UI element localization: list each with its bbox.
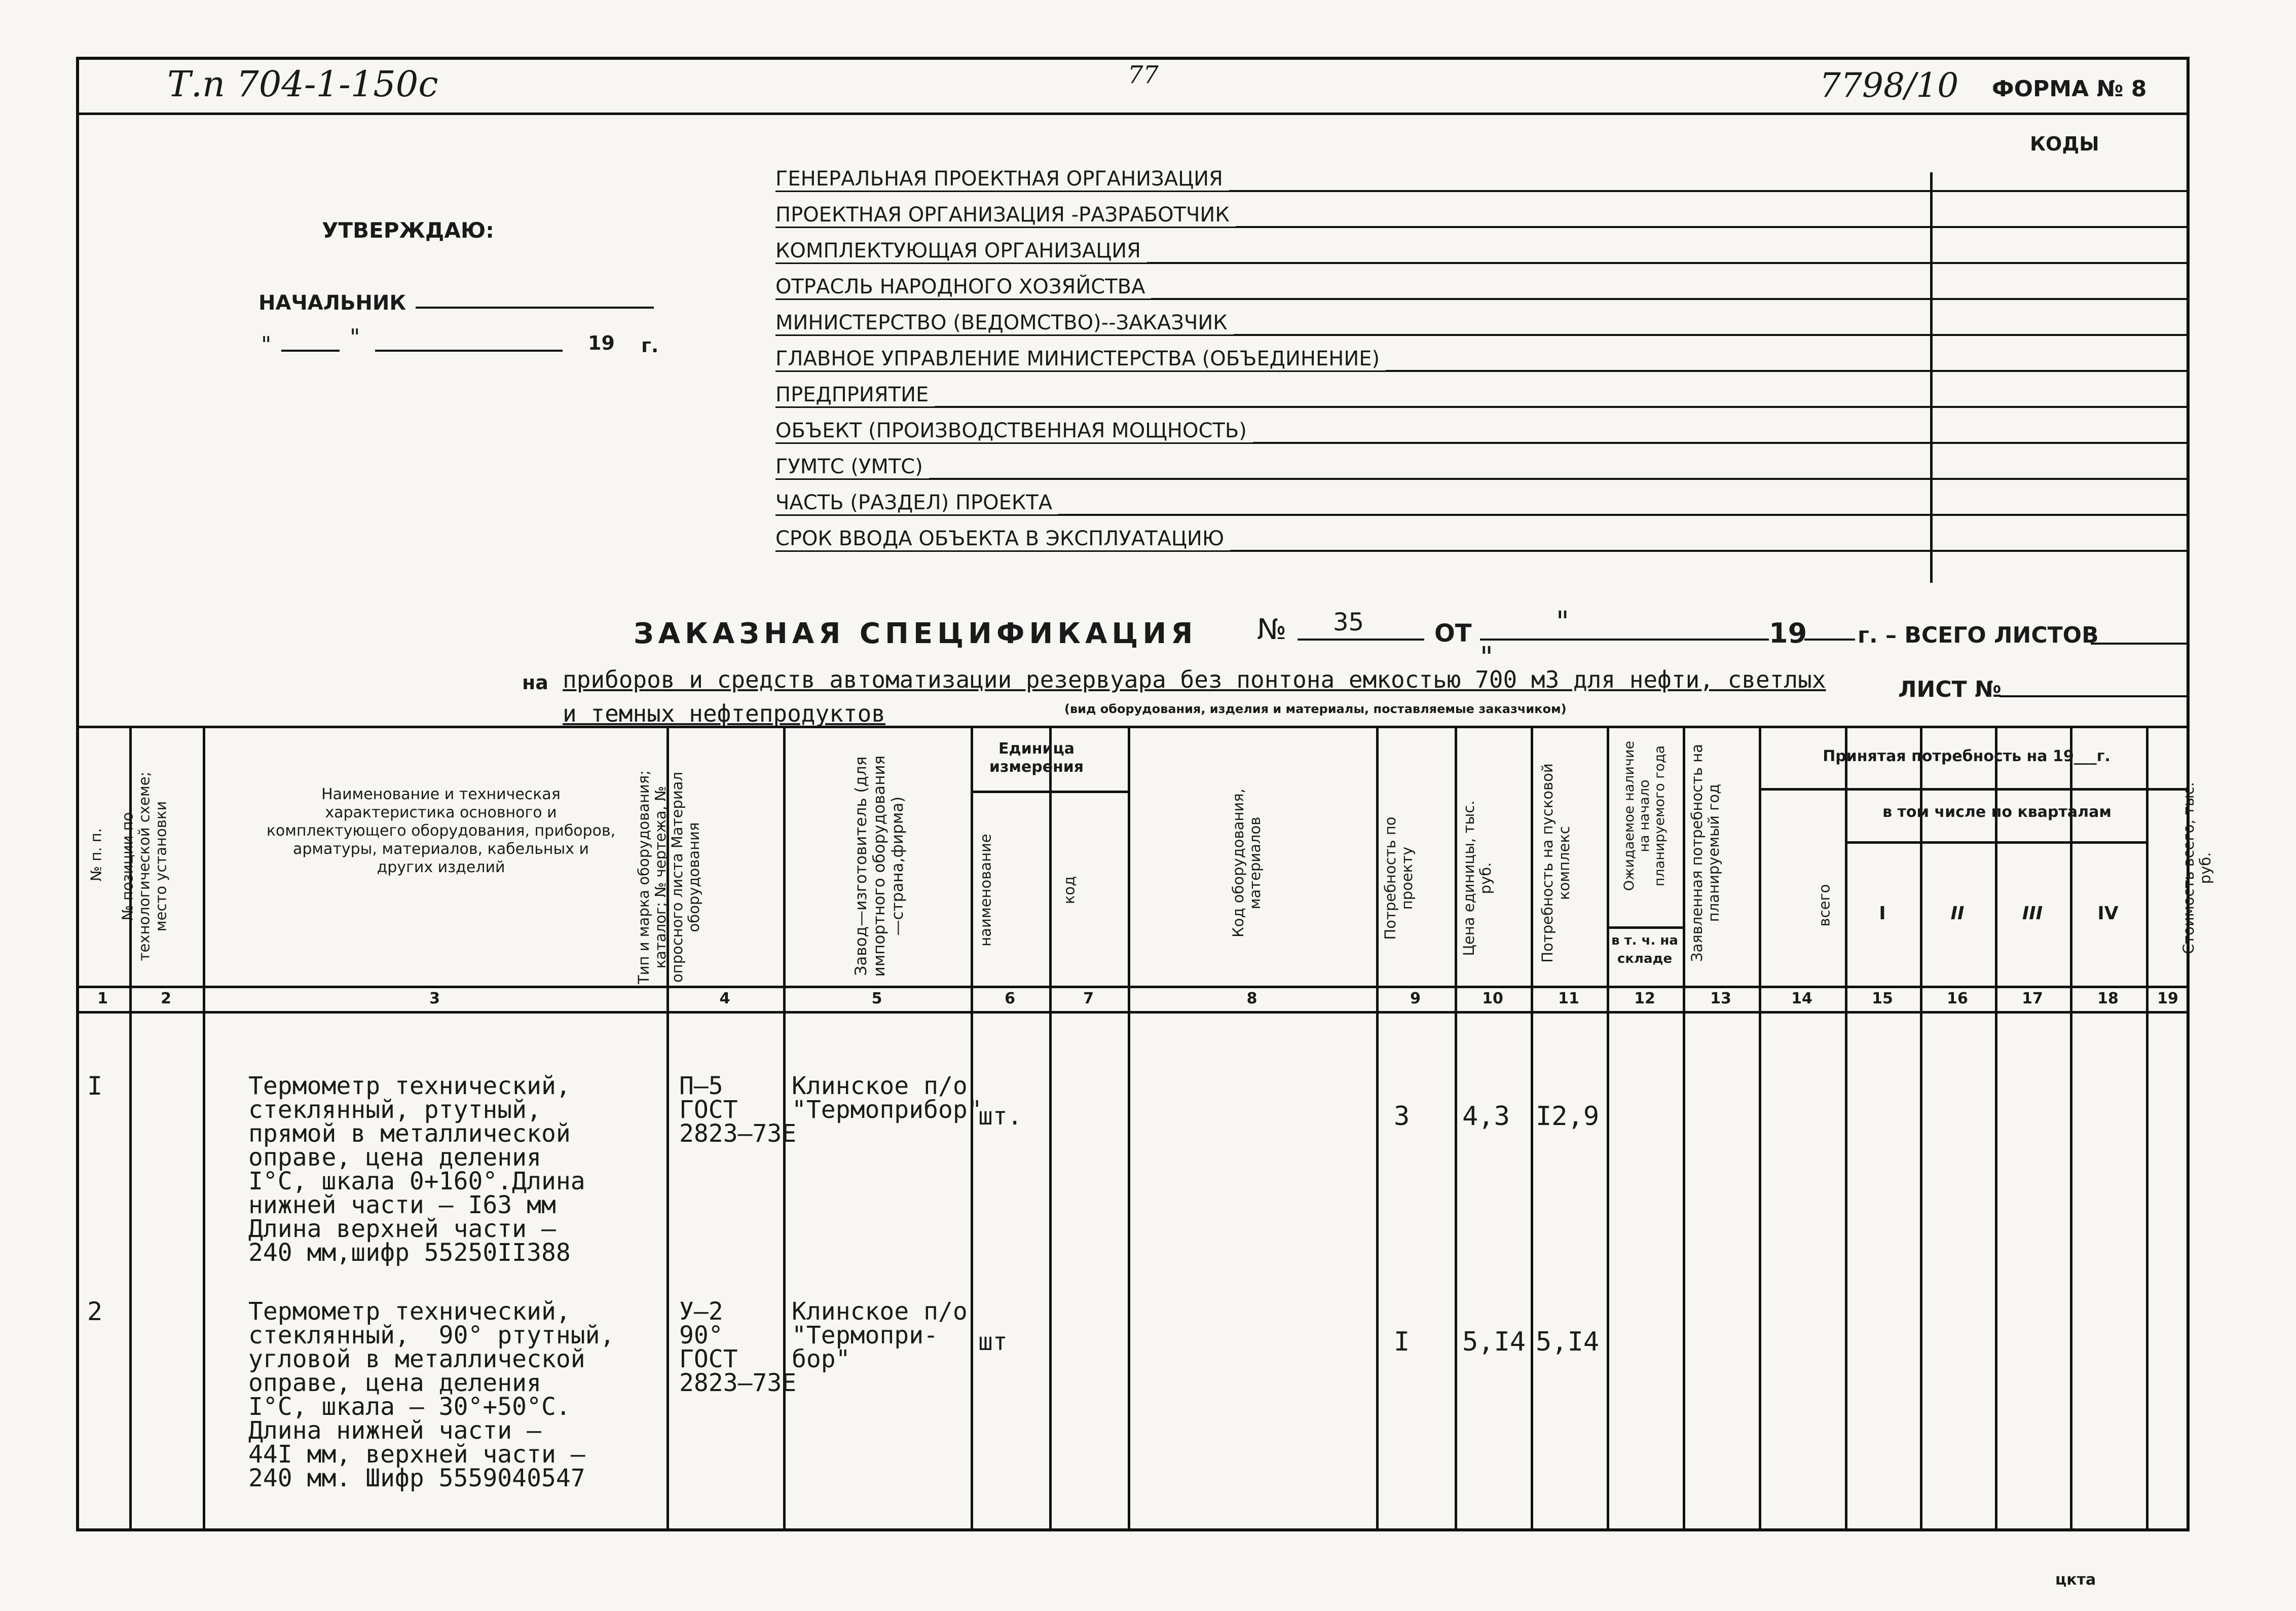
header-q4: IV <box>2097 903 2119 924</box>
org-field-line <box>775 478 2190 480</box>
table-column-line <box>1531 726 1533 1531</box>
stock-divider <box>1607 926 1683 929</box>
org-field-label: ГЛАВНОЕ УПРАВЛЕНИЕ МИНИСТЕРСТВА (ОБЪЕДИНЕНИЕ) <box>775 347 1386 370</box>
header-unit-name: наименование <box>977 834 994 947</box>
column-number: 5 <box>871 990 882 1007</box>
header-accepted-group: Принятая потребность на 19___г. <box>1823 747 2110 765</box>
spec-on-label: на <box>522 671 548 694</box>
table-column-line <box>1376 726 1379 1531</box>
spec-title: ЗАКАЗНАЯ СПЕЦИФИКАЦИЯ <box>634 617 1198 650</box>
table-column-line <box>971 726 973 1531</box>
header-launch-need: Потребность на пусковой комплекс <box>1539 763 1573 963</box>
org-field-label: ЧАСТЬ (РАЗДЕЛ) ПРОЕКТА <box>775 491 1058 514</box>
spec-subject-line1: приборов и средств автоматизации резервуара без понтона емкостью 700 м3 для нефти, светлых <box>563 666 1826 693</box>
column-number: 3 <box>429 990 440 1007</box>
row-launch-qty: 5,I4 <box>1536 1327 1600 1357</box>
chief-signature-line <box>416 307 654 309</box>
table-column-line <box>203 726 205 1531</box>
column-number: 2 <box>161 990 171 1007</box>
column-number: 16 <box>1947 990 1968 1007</box>
column-number: 6 <box>1005 990 1015 1007</box>
column-number: 13 <box>1710 990 1731 1007</box>
spec-number-line <box>1298 639 1424 641</box>
column-number: 4 <box>719 990 730 1007</box>
table-colnum-bottom <box>76 1011 2190 1014</box>
column-number: 19 <box>2157 990 2178 1007</box>
date-quote: " <box>261 332 272 358</box>
header-description: Наименование и техническая характеристика основного и комплектующего оборудования, приборов, арматуры, материалов, кабельных и других изделий <box>266 785 616 876</box>
table-column-line <box>1759 726 1761 1531</box>
row-unit: шт <box>978 1328 1008 1356</box>
spec-number: 35 <box>1333 608 1364 636</box>
header-stock: в т. ч. на складе <box>1611 933 1678 966</box>
org-field-label: ГЕНЕРАЛЬНАЯ ПРОЕКТНАЯ ОРГАНИЗАЦИЯ <box>775 167 1229 191</box>
chief-label: НАЧАЛЬНИК <box>258 291 406 315</box>
quarter-line <box>2070 841 2072 1531</box>
org-field-label: ПРОЕКТНАЯ ОРГАНИЗАЦИЯ -РАЗРАБОТЧИК <box>775 203 1236 227</box>
date-month-line <box>375 350 563 352</box>
spec-year: 19 <box>1769 617 1807 649</box>
row-type: У–2 90° ГОСТ 2823–73Е <box>679 1297 797 1397</box>
table-colnum-top <box>76 986 2190 988</box>
table-column-line <box>2146 726 2149 1531</box>
table-column-line <box>1128 726 1130 1531</box>
column-number: 18 <box>2097 990 2119 1007</box>
column-number: 12 <box>1634 990 1655 1007</box>
org-field-label: КОМПЛЕКТУЮЩАЯ ОРГАНИЗАЦИЯ <box>775 239 1147 263</box>
codes-label: КОДЫ <box>2030 133 2099 155</box>
header-unit-price: Цена единицы, тыс. руб. <box>1460 800 1494 956</box>
approval-year: 19 <box>588 332 615 354</box>
date-day-line <box>281 350 340 352</box>
org-field-label: ОБЪЕКТ (ПРОИЗВОДСТВЕННАЯ МОЩНОСТЬ) <box>775 419 1253 442</box>
row-project-qty: 3 <box>1394 1101 1410 1132</box>
header-project-need: Потребность по проекту <box>1382 816 1416 940</box>
org-field-label: ПРЕДПРИЯТИЕ <box>775 383 935 406</box>
spec-date-quote-2: " <box>1480 641 1493 674</box>
approve-label: УТВЕРЖДАЮ: <box>322 218 494 243</box>
column-number: 17 <box>2022 990 2043 1007</box>
spec-year-suffix: г. – ВСЕГО ЛИСТОВ <box>1858 622 2099 648</box>
column-number: 10 <box>1482 990 1503 1007</box>
row-type: П–5 ГОСТ 2823–73Е <box>679 1072 797 1148</box>
document-code: Т.п 704-1-150с <box>167 63 438 105</box>
table-column-line <box>1920 726 1922 1531</box>
header-divider <box>76 113 2190 115</box>
row-number: I <box>87 1071 103 1101</box>
header-type: Тип и марка оборудования; каталог; № чертежа, № опросного листа Материал оборудования <box>635 770 702 984</box>
table-column-line <box>1845 726 1847 1531</box>
header-maker: Завод—изготовитель (для импортного оборудования —страна,фирма) <box>852 755 907 977</box>
table-column-line <box>1455 726 1457 1531</box>
row-maker: Клинское п/о "Термопри- бор" <box>792 1297 968 1373</box>
unit-group-divider <box>971 791 1128 793</box>
date-quote-close: " <box>350 324 360 350</box>
spec-date-line <box>1480 639 1769 641</box>
row-launch-qty: I2,9 <box>1536 1101 1600 1132</box>
column-number: 14 <box>1791 990 1812 1007</box>
row-maker: Клинское п/о "Термоприбор" <box>792 1072 982 1124</box>
header-row-number: № п. п. <box>87 828 105 881</box>
column-number: 1 <box>97 990 108 1007</box>
sheet-number-line <box>1999 695 2190 697</box>
column-number: 15 <box>1872 990 1893 1007</box>
column-number: 7 <box>1083 990 1094 1007</box>
spec-from-label: ОТ <box>1434 619 1472 648</box>
table-top-border <box>76 726 2190 728</box>
header-equipment-code: Код оборудования, материалов <box>1230 789 1264 938</box>
header-total: всего <box>1816 884 1833 927</box>
header-position: № позиции по технологической схеме; место установки <box>119 771 170 961</box>
form-number: ФОРМА № 8 <box>1992 76 2147 102</box>
header-quarters-group: в том числе по кварталам <box>1882 803 2112 821</box>
column-number: 11 <box>1558 990 1579 1007</box>
footer-stamp: цкта <box>2055 1571 2096 1589</box>
org-field-line <box>775 406 2190 408</box>
header-unit-group: Единица измерения <box>989 740 1084 776</box>
table-column-line <box>1049 726 1052 1531</box>
approval-year-suffix: г. <box>641 334 659 357</box>
header-cost: Стоимость всего, тыс. руб. <box>2180 782 2214 954</box>
table-column-line <box>1995 726 1997 1531</box>
header-q3: III <box>2022 903 2043 924</box>
header-declared: Заявленная потребность на планируемый год <box>1688 744 1722 962</box>
row-number: 2 <box>87 1297 103 1326</box>
org-field-label: СРОК ВВОДА ОБЪЕКТА В ЭКСПЛУАТАЦИЮ <box>775 527 1230 550</box>
column-number: 8 <box>1246 990 1257 1007</box>
spec-date-quote: " <box>1556 606 1569 639</box>
row-unit-price: 5,I4 <box>1462 1327 1526 1357</box>
row-description: Термометр технический, стеклянный, 90° ртутный, угловой в металлической оправе, цена деления I°С, шкала – 30°+50°С. Длина нижней части – 44I мм, верхней части – 240 мм. Шифр 5559040547 <box>248 1297 615 1492</box>
row-unit: шт. <box>978 1102 1022 1131</box>
header-q1: I <box>1879 903 1886 924</box>
accepted-group-divider <box>1759 788 2190 791</box>
org-field-label: МИНИСТЕРСТВО (ВЕДОМСТВО)--ЗАКАЗЧИК <box>775 311 1234 334</box>
column-number: 9 <box>1410 990 1421 1007</box>
row-project-qty: I <box>1394 1327 1410 1357</box>
row-unit-price: 4,3 <box>1462 1101 1510 1132</box>
spec-subject-note: (вид оборудования, изделия и материалы, поставляемые заказчиком) <box>1064 702 1567 716</box>
header-expected: Ожидаемое наличие на начало планируемого года <box>1621 740 1668 891</box>
table-column-line <box>1683 726 1685 1531</box>
inventory-number: 7798/10 <box>1820 66 1959 105</box>
spec-no-label: № <box>1257 613 1287 646</box>
spec-subject-line2: и темных нефтепродуктов <box>563 700 885 727</box>
org-field-label: ГУМТС (УМТС) <box>775 455 929 478</box>
sheet-label: ЛИСТ № <box>1898 677 2002 702</box>
spec-year-line <box>1804 639 1855 641</box>
page-mark: 77 <box>1128 61 1159 89</box>
row-description: Термометр технический, стеклянный, ртутный, прямой в металлической оправе, цена деления I°С, шкала 0+160°.Длина нижней части – I63 мм Длина верхней части – 240 мм,шифр 55250II388 <box>248 1072 585 1267</box>
header-unit-code: код <box>1060 876 1078 905</box>
total-sheets-line <box>2091 643 2190 645</box>
codes-divider <box>1930 172 1933 583</box>
table-column-line <box>1607 726 1609 1531</box>
org-field-label: ОТРАСЛЬ НАРОДНОГО ХОЗЯЙСТВА <box>775 275 1151 298</box>
header-q2: II <box>1950 903 1965 924</box>
quarters-group-divider <box>1845 841 2146 844</box>
